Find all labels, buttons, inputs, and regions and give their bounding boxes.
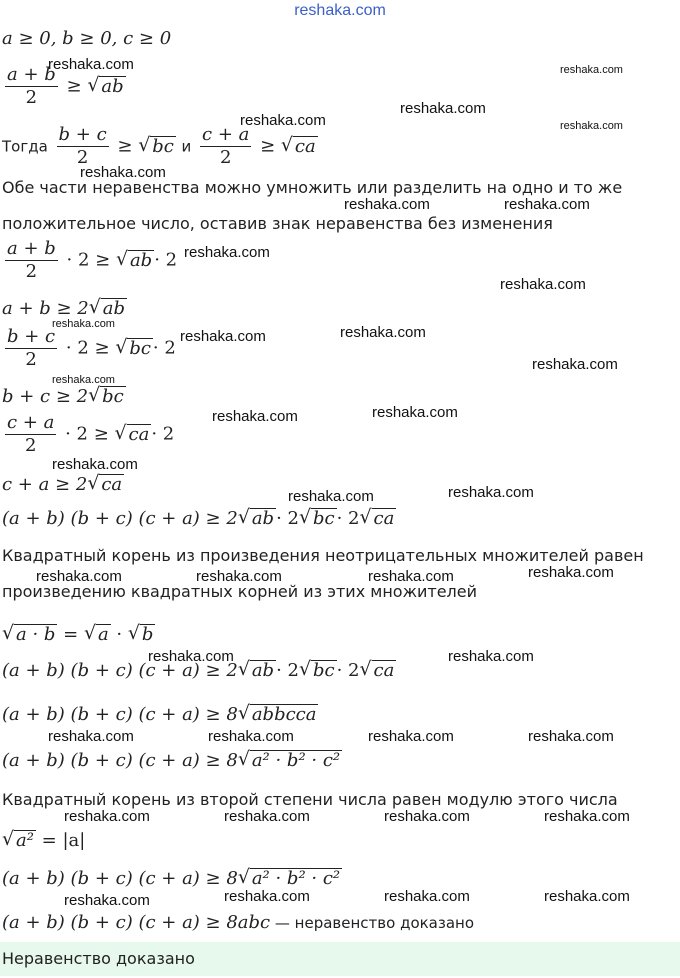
watermark: reshaka.com — [400, 100, 486, 117]
watermark: reshaka.com — [52, 456, 138, 473]
watermark: reshaka.com — [368, 568, 454, 585]
explanation-4: произведению квадратных корней из этих множителей — [2, 582, 478, 601]
watermark: reshaka.com — [532, 356, 618, 373]
watermark: reshaka.com — [48, 56, 134, 73]
am-gm-ab: $\frac{a + b}{2}$ ≥ √ ab — [2, 64, 126, 109]
watermark: reshaka.com — [224, 808, 310, 825]
watermark: reshaka.com — [180, 328, 266, 345]
site-header[interactable]: reshaka.com — [294, 2, 386, 19]
am-gm-bc-ca: Тогда $\frac{b + c}{2}$ ≥ √ bc и $\frac{c + a}{2}$ ≥ √ ca — [2, 124, 318, 169]
watermark: reshaka.com — [240, 112, 326, 129]
watermark: reshaka.com — [212, 408, 298, 425]
mul-ca: $\frac{c + a}{2}$ · 2 ≥ √ ca · 2 — [2, 412, 174, 457]
watermark: reshaka.com — [184, 244, 270, 261]
watermark: reshaka.com — [448, 648, 534, 665]
watermark: reshaka.com — [64, 892, 150, 909]
watermark: reshaka.com — [64, 808, 150, 825]
watermark: reshaka.com — [208, 728, 294, 745]
product-4: (a + b) (b + c) (c + a) ≥ 8√ a² · b² · c² — [2, 750, 342, 771]
watermark: reshaka.com — [368, 728, 454, 745]
watermark: reshaka.com — [52, 318, 115, 330]
explanation-2: положительное число, оставив знак неравенства без изменения — [2, 214, 553, 233]
product-2: (a + b) (b + c) (c + a) ≥ 2√ ab · 2√ bc · 2√ ca — [2, 660, 396, 681]
watermark: reshaka.com — [504, 196, 590, 213]
watermark: reshaka.com — [560, 64, 623, 76]
sqrt: √ ab — [87, 76, 125, 97]
watermark: reshaka.com — [528, 728, 614, 745]
watermark: reshaka.com — [36, 568, 122, 585]
sqrt-square-rule: √ a² = |a| — [2, 830, 85, 851]
product-3: (a + b) (b + c) (c + a) ≥ 8√ abbcca — [2, 704, 318, 725]
explanation-1: Обе части неравенства можно умножить или разделить на одно и то же — [2, 178, 623, 197]
condition-line: a ≥ 0, b ≥ 0, c ≥ 0 — [2, 28, 172, 49]
result-ab: a + b ≥ 2√ ab — [2, 298, 127, 319]
explanation-3: Квадратный корень из произведения неотрицательных множителей равен — [2, 546, 644, 565]
watermark: reshaka.com — [384, 888, 470, 905]
watermark: reshaka.com — [52, 374, 115, 386]
mul-bc: $\frac{b + c}{2}$ · 2 ≥ √ bc · 2 — [2, 326, 176, 371]
final-line: (a + b) (b + c) (c + a) ≥ 8abc — неравенство доказано — [2, 912, 475, 933]
watermark: reshaka.com — [148, 648, 234, 665]
watermark: reshaka.com — [344, 196, 430, 213]
result-bc: b + c ≥ 2√ bc — [2, 386, 126, 407]
result-banner: Неравенство доказано — [0, 942, 680, 976]
watermark: reshaka.com — [372, 404, 458, 421]
mul-ab: $\frac{a + b}{2}$ · 2 ≥ √ ab · 2 — [2, 238, 177, 283]
result-ca: c + a ≥ 2√ ca — [2, 474, 124, 495]
watermark: reshaka.com — [224, 888, 310, 905]
fraction: $\frac{a + b}{2}$ — [7, 64, 56, 108]
watermark: reshaka.com — [288, 488, 374, 505]
watermark: reshaka.com — [544, 808, 630, 825]
sqrt-product-rule: √ a · b = √ a · √ b — [2, 624, 155, 645]
explanation-5: Квадратный корень из второй степени числа равен модулю этого числа — [2, 790, 618, 809]
watermark: reshaka.com — [500, 276, 586, 293]
watermark: reshaka.com — [448, 484, 534, 501]
product-5: (a + b) (b + c) (c + a) ≥ 8√ a² · b² · c² — [2, 868, 342, 889]
watermark: reshaka.com — [340, 324, 426, 341]
watermark: reshaka.com — [544, 888, 630, 905]
watermark: reshaka.com — [528, 564, 614, 581]
watermark: reshaka.com — [80, 164, 166, 181]
watermark: reshaka.com — [196, 568, 282, 585]
watermark: reshaka.com — [560, 120, 623, 132]
watermark: reshaka.com — [384, 808, 470, 825]
product-1: (a + b) (b + c) (c + a) ≥ 2√ ab · 2√ bc · 2√ ca — [2, 508, 396, 529]
watermark: reshaka.com — [48, 728, 134, 745]
